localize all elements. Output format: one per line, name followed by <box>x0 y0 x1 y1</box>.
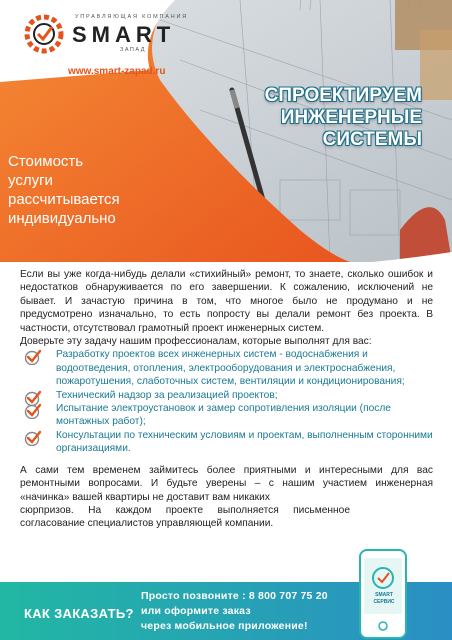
list-item: Консультации по техническим условиям и проектам, выполненным сторонними организациями. <box>20 429 433 456</box>
list-item: Разработку проектов всех инженерных систем - водоснабжения и водоотведения, отопления, электрооборудования и электроснабжения, пожаротушения, слаботочных систем, вентиляции и кондиционирования; <box>20 348 433 388</box>
check-icon <box>24 403 42 419</box>
order-label: КАК ЗАКАЗАТЬ? <box>24 606 134 621</box>
call-to-action[interactable]: Просто позвоните : 8 800 707 75 20 или оформите заказ через мобильное приложение! <box>141 590 328 632</box>
intro-paragraph: Если вы уже когда-нибудь делали «стихийный» ремонт, то знаете, сколько ошибок и недостатков обнаруживается по его завершении. К сожалению, исключений не бывает. И зачастую причина в том, что многое было не продумано и не предусмотрено изначально, то есть попросту вы делали ремонт без проекта. В частности, отсутствовал грамотный проект инженерных систем. <box>20 269 433 334</box>
logo-gear-icon <box>24 14 64 54</box>
logo-sub: ЗАПАД <box>120 47 146 53</box>
logo-tagline: УПРАВЛЯЮЩАЯ КОМПАНИЯ <box>75 14 189 20</box>
outro-text-a: А сами тем временем займитесь более приятными и интересными для вас ремонтными вопросами. И будьте уверены – с нашим участием инженерная «начинка» вашей квартиры не доставит вам никаких <box>20 464 433 503</box>
check-icon <box>24 349 42 365</box>
check-icon <box>24 430 42 446</box>
website-link[interactable]: www.smart-zapad.ru <box>68 66 166 77</box>
logo-name: SMART <box>72 22 176 47</box>
list-item: Технический надзор за реализацией проектов; <box>20 389 433 402</box>
content-body <box>20 268 433 531</box>
outro-paragraph <box>20 464 433 531</box>
price-note: Стоимость услуги рассчитывается индивидуально <box>8 153 120 227</box>
phone-screen-text: SMART СЕРВИС <box>373 592 395 605</box>
services-list <box>20 348 433 455</box>
hero-banner <box>0 0 452 262</box>
outro-text-b: сюрпризов. На каждом проекте выполняется письменное согласование специалистов управляющей компании. <box>20 504 350 530</box>
list-item: Испытание электроустановок и замер сопротивления изоляции (после монтажных работ); <box>20 402 433 429</box>
page-title: СПРОЕКТИРУЕМ ИНЖЕНЕРНЫЕ СИСТЕМЫ <box>264 85 422 150</box>
lead-text: Доверьте эту задачу нашим профессионалам, которые выполнят для вас: <box>20 336 372 348</box>
company-logo[interactable] <box>20 8 189 77</box>
